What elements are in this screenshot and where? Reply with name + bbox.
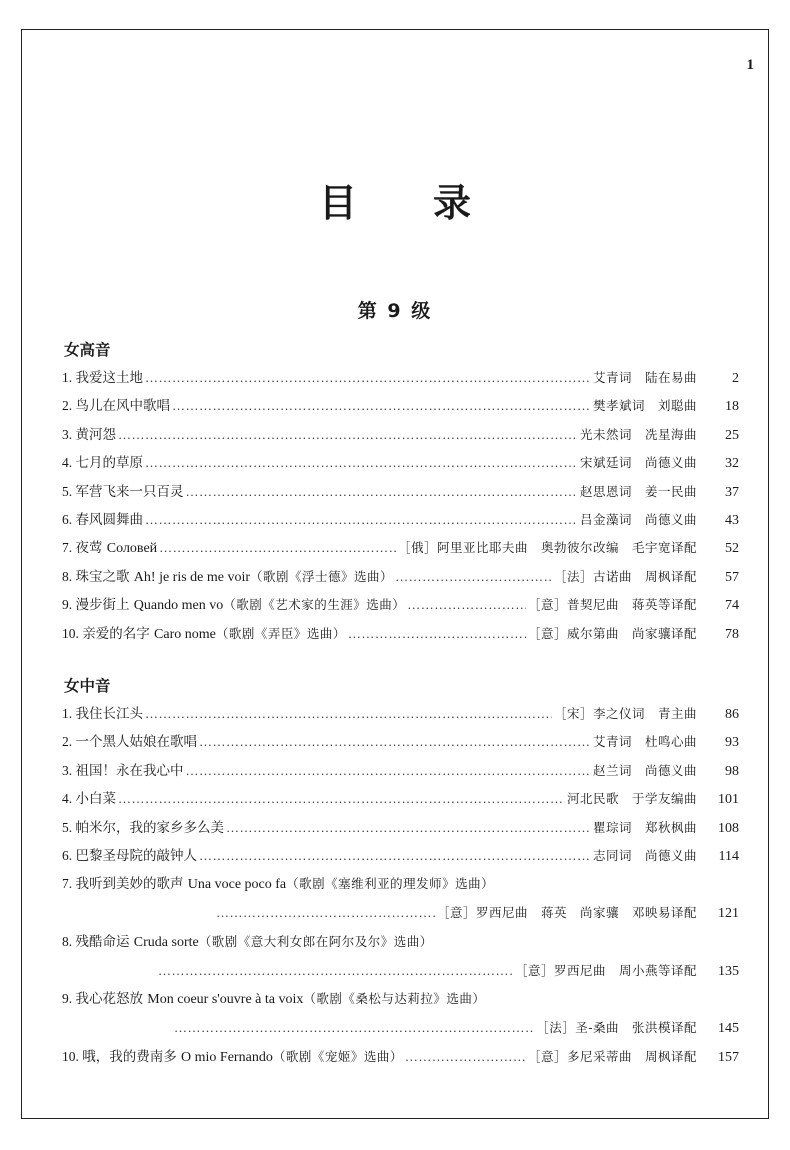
entry-title (62, 845, 197, 867)
entry-chinese-title: 漫步街上 (75, 597, 130, 614)
entry-title (62, 623, 346, 646)
entry-chinese-title: 残酷命运 (75, 933, 130, 950)
entry-page: 157 (718, 1049, 739, 1065)
toc-entry[interactable] (62, 845, 739, 867)
leader-dots (186, 760, 591, 782)
entry-title (62, 481, 184, 503)
leader-dots (172, 395, 591, 417)
toc-entry[interactable] (62, 703, 739, 725)
entry-page: 18 (725, 399, 739, 415)
entry-credit: ［意］威尔第曲 尚家骧译配 (527, 625, 697, 641)
entry-chinese-title: 哦，我的费南多 (82, 1048, 177, 1065)
entry-number: 10. (62, 1048, 83, 1064)
page-number: 1 (746, 57, 754, 73)
leader-dots (348, 623, 526, 645)
toc-entry[interactable] (62, 566, 739, 588)
leader-dots (405, 1046, 526, 1068)
entry-credit: ［法］古诺曲 周枫译配 (553, 568, 697, 584)
entry-page: 121 (718, 906, 739, 922)
entry-title (62, 788, 116, 810)
entry-page: 145 (718, 1021, 739, 1037)
entry-credit: ［意］罗西尼曲 周小燕等译配 (514, 962, 697, 978)
toc-entry[interactable] (62, 509, 739, 531)
entry-page: 43 (725, 513, 739, 528)
leader-dots (118, 424, 578, 446)
entry-credit: 赵兰词 尚德义曲 (592, 762, 697, 778)
entry-source-note: （歌剧《宠姬》选曲） (272, 1048, 403, 1064)
entry-chinese-title: 黄河怨 (75, 426, 116, 443)
entry-credit: 吕金藻词 尚德义曲 (579, 512, 697, 527)
entry-credit: 志同词 尚德义曲 (592, 848, 697, 863)
entry-credit: 光未然词 冼星海曲 (579, 426, 697, 442)
entry-credit: 艾青词 陆在易曲 (592, 370, 697, 385)
entry-chinese-title: 夜莺 (75, 540, 103, 557)
entry-number: 10. (62, 625, 83, 641)
toc-entry-continuation[interactable] (172, 1017, 739, 1039)
entry-title (62, 931, 433, 954)
entry-page: 101 (718, 792, 739, 808)
toc-entry[interactable] (62, 817, 739, 839)
entry-title (62, 509, 143, 531)
section-heading: 女高音 (64, 341, 111, 359)
entry-number: 8. (62, 933, 76, 949)
toc-entry-continuation[interactable] (214, 902, 739, 924)
entry-page: 98 (725, 763, 739, 779)
entry-credit: ［意］多尼采蒂曲 周枫译配 (527, 1048, 697, 1064)
entry-number: 4. (62, 455, 76, 471)
entry-page: 2 (732, 371, 739, 386)
entry-chinese-title: 我心花怒放 (75, 991, 143, 1008)
leader-dots (199, 731, 591, 753)
toc-entry[interactable] (62, 623, 739, 645)
toc-entry[interactable] (62, 731, 739, 753)
entry-title (62, 988, 485, 1011)
entry-credit: 赵思恩词 姜一民曲 (579, 483, 697, 499)
leader-dots (186, 481, 578, 503)
toc-entry[interactable] (62, 873, 739, 895)
entry-number: 2. (62, 398, 76, 414)
toc-entry[interactable] (62, 424, 739, 446)
entry-title (62, 760, 184, 782)
entry-source-note: （歌剧《艺术家的生涯》选曲） (223, 597, 406, 613)
leader-dots (199, 845, 591, 867)
entry-chinese-title: 小白菜 (75, 791, 116, 808)
entry-credit: ［俄］阿里亚比耶夫曲 奥勃彼尔改编 毛宇宽译配 (397, 540, 697, 556)
entry-chinese-title: 一个黑人姑娘在歌唱 (75, 734, 197, 751)
entry-foreign-title: Una voce poco fa (187, 877, 287, 893)
entry-foreign-title: Cruda sorte (133, 934, 199, 950)
leader-dots (145, 367, 591, 389)
leader-dots (395, 566, 552, 588)
entry-number: 2. (62, 734, 76, 750)
leader-dots (407, 594, 526, 616)
entry-source-note: （歌剧《浮士德》选曲） (250, 568, 394, 584)
entry-source-note: （歌剧《桑松与达莉拉》选曲） (303, 991, 486, 1007)
entry-title (62, 367, 143, 389)
entry-number: 6. (62, 848, 76, 863)
entry-page: 52 (725, 541, 739, 557)
entry-number: 9. (62, 597, 76, 613)
entry-chinese-title: 我听到美妙的歌声 (75, 876, 184, 893)
leader-dots (145, 703, 552, 725)
entry-credit: ［法］圣-桑曲 张洪模译配 (536, 1020, 697, 1036)
entry-number: 8. (62, 568, 76, 584)
entry-chinese-title: 春风圆舞曲 (75, 512, 143, 528)
entry-credit: 宋斌廷词 尚德义曲 (579, 455, 697, 471)
entry-page: 37 (725, 484, 739, 500)
entry-number: 3. (62, 762, 76, 778)
entry-number: 5. (62, 819, 76, 835)
toc-entry[interactable] (62, 1046, 739, 1068)
toc-entry-continuation[interactable] (156, 960, 739, 982)
entry-credit: ［宋］李之仪词 青主曲 (553, 706, 697, 721)
entry-chinese-title: 帕米尔，我的家乡多么美 (75, 819, 224, 836)
entry-number: 1. (62, 706, 76, 721)
entry-title (62, 1046, 403, 1069)
entry-credit: 河北民歌 于学友编曲 (566, 791, 697, 807)
toc-entry[interactable] (62, 481, 739, 503)
entry-number: 6. (62, 512, 76, 527)
entry-title (62, 537, 157, 560)
entry-chinese-title: 鸟儿在风中歌唱 (75, 398, 170, 415)
entry-page: 74 (725, 598, 739, 614)
leader-dots (145, 452, 578, 474)
leader-dots (216, 902, 435, 924)
entry-title (62, 395, 170, 417)
entry-number: 4. (62, 791, 76, 807)
entry-chinese-title: 祖国！永在我心中 (75, 762, 184, 779)
toc-entry[interactable] (62, 395, 739, 417)
entry-credit: ［意］罗西尼曲 蒋英 尚家骧 邓映易译配 (436, 905, 697, 921)
section-heading: 女中音 (64, 677, 111, 695)
entry-source-note: （歌剧《意大利女郎在阿尔及尔》选曲） (198, 933, 433, 949)
leader-dots (159, 537, 396, 559)
leader-dots (226, 817, 591, 839)
entry-number: 7. (62, 876, 76, 892)
entry-title (62, 703, 143, 725)
entry-title (62, 731, 197, 753)
entry-number: 3. (62, 426, 76, 442)
leader-dots (174, 1017, 534, 1039)
toc-entry[interactable] (62, 931, 739, 953)
level-heading: 第 9 级 (357, 300, 433, 322)
entry-title (62, 817, 224, 839)
entry-title (62, 594, 405, 617)
entry-number: 7. (62, 540, 76, 556)
entry-foreign-title: Caro nome (154, 626, 216, 642)
entry-title (62, 566, 393, 589)
entry-source-note: （歌剧《塞维利亚的理发师》选曲） (286, 876, 495, 892)
entry-page: 135 (718, 963, 739, 979)
toc-entry[interactable] (62, 367, 739, 389)
entry-foreign-title: Ah! je ris de me voir (133, 569, 251, 585)
page-title (0, 172, 790, 227)
entry-page: 108 (718, 820, 739, 836)
entry-credit: 艾青词 杜鸣心曲 (592, 734, 697, 750)
toc-entry[interactable] (62, 452, 739, 474)
entry-page: 78 (725, 626, 739, 642)
toc-entry[interactable] (62, 988, 739, 1010)
leader-dots (158, 960, 513, 982)
entry-page: 25 (725, 427, 739, 443)
entry-title (62, 424, 116, 446)
toc-entry[interactable] (62, 594, 739, 616)
entry-foreign-title: Mon coeur s'ouvre à ta voix (147, 992, 304, 1008)
entry-page: 93 (725, 735, 739, 751)
entry-page: 32 (725, 456, 739, 472)
entry-chinese-title: 珠宝之歌 (75, 568, 130, 585)
entry-source-note: （歌剧《弄臣》选曲） (215, 625, 346, 641)
leader-dots (145, 509, 578, 531)
entry-page: 114 (718, 849, 739, 864)
entry-title (62, 452, 143, 474)
entry-credit: ［意］普契尼曲 蒋英等译配 (527, 597, 697, 613)
entry-chinese-title: 七月的草原 (75, 455, 143, 472)
entry-chinese-title: 军营飞来一只百灵 (75, 483, 184, 500)
entry-number: 1. (62, 370, 76, 385)
entry-foreign-title: Quando men vo (133, 598, 224, 614)
entry-foreign-title: Соловей (106, 541, 158, 557)
entry-chinese-title: 亲爱的名字 (82, 625, 150, 642)
entry-chinese-title: 我爱这土地 (75, 370, 143, 386)
toc-entry[interactable] (62, 788, 739, 810)
toc-entry[interactable] (62, 760, 739, 782)
entry-page: 86 (725, 707, 739, 722)
entry-title (62, 873, 494, 896)
entry-number: 5. (62, 483, 76, 499)
entry-credit: 樊孝斌词 刘聪曲 (592, 398, 697, 414)
entry-chinese-title: 我住长江头 (75, 706, 143, 722)
title-right: 录 (433, 181, 472, 225)
entry-credit: 瞿琮词 郑秋枫曲 (592, 819, 697, 835)
entry-chinese-title: 巴黎圣母院的敲钟人 (75, 848, 197, 864)
entry-foreign-title: O mio Fernando (181, 1049, 273, 1065)
title-left: 目 (318, 181, 357, 225)
entry-page: 57 (725, 569, 739, 585)
entry-number: 9. (62, 991, 76, 1007)
leader-dots (118, 788, 565, 810)
toc-entry[interactable] (62, 537, 739, 559)
